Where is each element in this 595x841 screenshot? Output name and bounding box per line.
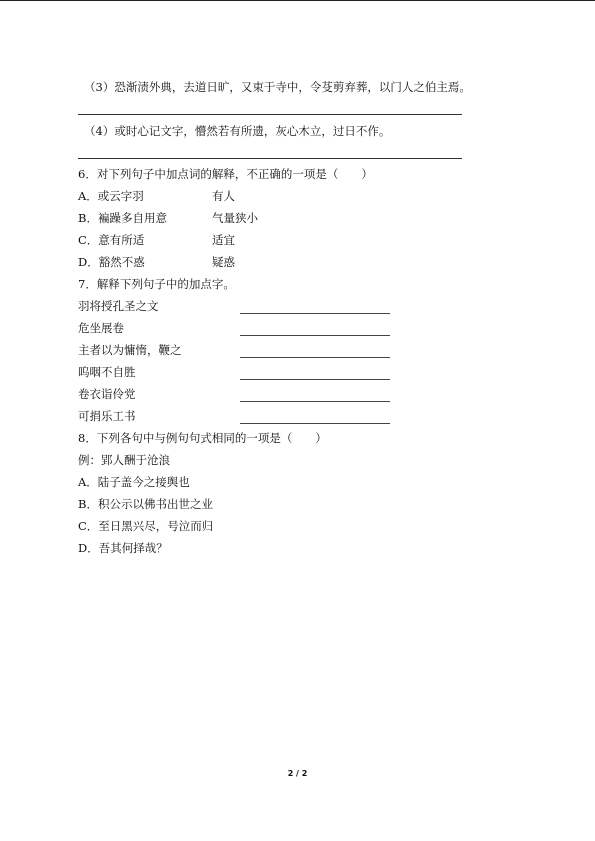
q6-option-d-phrase: D．豁然不惑 [78,255,145,269]
q5-sub-3-answer-line[interactable] [78,114,462,115]
page-number: 2 / 2 [287,769,308,778]
q6-option-d-gloss: 疑惑 [212,255,235,269]
q7-item: 羽将授孔圣之文 [78,299,159,313]
q7-answer-blank[interactable] [240,313,390,314]
q7-item: 主者以为慵惰，鞭之 [78,343,182,357]
page-top-border [0,0,595,1]
q7-item: 卷衣诣伶党 [78,387,136,401]
q5-sub-3-text: （3）恐渐渍外典，去道日旷，又束于寺中，令芟剪弃葬，以门人之伯主焉。 [84,80,471,94]
q6-option-b-phrase: B．褊躁多自用意 [78,211,167,225]
q6-option-c-gloss: 适宜 [212,233,235,247]
q7-item: 呜咽不自胜 [78,365,136,379]
q8-option-b: B．积公示以佛书出世之业 [78,497,213,511]
q7-stem: 7．解释下列句子中的加点字。 [78,277,235,291]
q7-item: 危坐展卷 [78,321,124,335]
q7-answer-blank[interactable] [240,335,390,336]
q6-stem: 6．对下列句子中加点词的解释，不正确的一项是（ ） [78,167,373,181]
q6-option-c-phrase: C．意有所适 [78,233,145,247]
q6-option-b-gloss: 气量狭小 [212,211,258,225]
q6-option-a-gloss: 有人 [212,189,235,203]
q8-option-a: A．陆子盖今之接舆也 [78,475,190,489]
q7-answer-blank[interactable] [240,423,390,424]
q8-option-c: C．至日黑兴尽，号泣而归 [78,519,214,533]
q5-sub-4-answer-line[interactable] [78,158,462,159]
q7-answer-blank[interactable] [240,379,390,380]
q8-example: 例：郢人酬于沧浪 [78,453,170,467]
q7-answer-blank[interactable] [240,357,390,358]
q5-sub-4-text: （4）或时心记文字，懵然若有所遗，灰心木立，过日不作。 [84,124,391,138]
q8-stem: 8．下列各句中与例句句式相同的一项是（ ） [78,431,327,445]
q8-option-d: D．吾其何择哉？ [78,541,168,555]
q6-option-a-phrase: A．或云字羽 [78,189,144,203]
q7-answer-blank[interactable] [240,401,390,402]
q7-item: 可捐乐工书 [78,409,136,423]
